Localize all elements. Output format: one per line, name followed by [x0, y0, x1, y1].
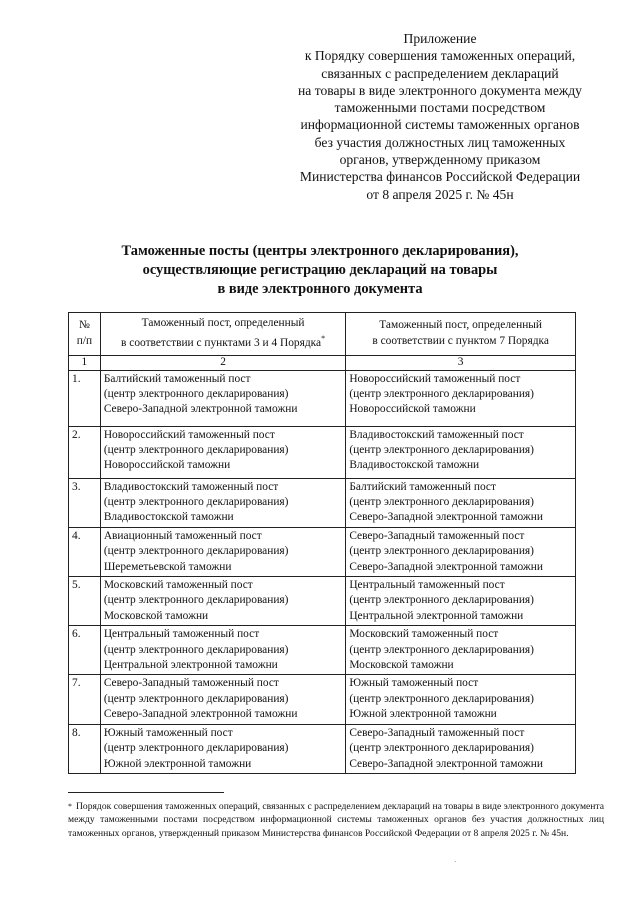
- header-col3-line: Таможенный пост, определенный: [379, 319, 543, 332]
- post-by-point-7: [346, 426, 576, 478]
- post-by-point-7: [346, 370, 576, 426]
- appendix-line: органов, утвержденному приказом: [339, 152, 541, 168]
- table-row: [69, 426, 576, 478]
- appendix-line: Министерства финансов Российской Федерации: [299, 169, 581, 185]
- row-number: 6.: [69, 626, 101, 675]
- cell-line: Новороссийской таможни: [103, 459, 231, 472]
- post-by-point-7: [346, 626, 576, 675]
- table-row: [69, 626, 576, 675]
- header-num-line: п/п: [76, 334, 93, 347]
- appendix-line: без участия должностных лиц таможенных: [314, 134, 566, 150]
- column-number: 3: [346, 355, 576, 370]
- footnote-ref: *: [321, 334, 326, 344]
- cell-line: Южный таможенный пост: [103, 726, 233, 739]
- cell-line: Центральный таможенный пост: [103, 628, 260, 641]
- cell-line: (центр электронного декларирования): [349, 643, 534, 656]
- header-col2-text: в соответствии с пунктами 3 и 4 Порядка: [121, 337, 322, 350]
- cell-line: Владивостокский таможенный пост: [349, 428, 524, 441]
- cell-line: Центральный таможенный пост: [349, 579, 505, 592]
- cell-line: Северо-Западной электронной таможни: [349, 560, 543, 573]
- title-line: осуществляющие регистрацию деклараций на товары: [142, 262, 498, 278]
- cell-line: Владивостокской таможни: [103, 511, 234, 524]
- table-row: [69, 577, 576, 626]
- post-by-point-7: [346, 577, 576, 626]
- cell-line: (центр электронного декларирования): [349, 388, 534, 401]
- row-number: 1.: [69, 370, 101, 426]
- cell-line: Северо-Западной электронной таможни: [349, 757, 543, 770]
- cell-line: Центральной электронной таможни: [103, 659, 278, 672]
- post-by-points-3-4: [100, 724, 346, 773]
- table-row: [69, 724, 576, 773]
- footnote-divider: [68, 792, 224, 793]
- cell-line: (центр электронного декларирования): [103, 692, 289, 705]
- row-number: 4.: [69, 527, 101, 576]
- cell-line: Северо-Западный таможенный пост: [349, 726, 525, 739]
- cell-line: Центральной электронной таможни: [349, 609, 524, 622]
- document-title: [60, 242, 580, 299]
- customs-posts-table: [68, 312, 576, 774]
- post-by-points-3-4: [100, 577, 346, 626]
- cell-line: Новороссийский таможенный пост: [103, 428, 275, 441]
- table-row: [69, 675, 576, 724]
- cell-line: Авиационный таможенный пост: [103, 529, 262, 542]
- cell-line: Балтийский таможенный пост: [103, 372, 251, 385]
- column-number: 2: [100, 355, 346, 370]
- cell-line: (центр электронного декларирования): [349, 742, 534, 755]
- header-col2: [100, 313, 346, 356]
- cell-line: Владивостокский таможенный пост: [103, 480, 279, 493]
- header-col2-line: Таможенный пост, определенный: [141, 317, 305, 329]
- post-by-points-3-4: [100, 478, 346, 527]
- header-num-line: №: [78, 319, 90, 332]
- table-row: [69, 370, 576, 426]
- cell-line: (центр электронного декларирования): [103, 643, 289, 656]
- cell-line: (центр электронного декларирования): [103, 388, 289, 401]
- cell-line: (центр электронного декларирования): [349, 496, 534, 509]
- post-by-point-7: [346, 478, 576, 527]
- table-body: [69, 370, 576, 773]
- appendix-line: таможенными постами посредством: [334, 100, 546, 116]
- cell-line: Северо-Западный таможенный пост: [103, 677, 279, 690]
- column-number-row: [69, 355, 576, 370]
- post-by-points-3-4: [100, 426, 346, 478]
- cell-line: Северо-Западный таможенный пост: [349, 529, 525, 542]
- cell-line: (центр электронного декларирования): [103, 742, 289, 755]
- cell-line: (центр электронного декларирования): [103, 496, 289, 509]
- cell-line: Владивостокской таможни: [349, 459, 480, 472]
- appendix-line: информационной системы таможенных органов: [300, 117, 580, 133]
- cell-line: Московской таможни: [349, 659, 454, 672]
- cell-line: Московский таможенный пост: [349, 628, 499, 641]
- cell-line: Северо-Западной электронной таможни: [103, 708, 298, 721]
- post-by-point-7: [346, 527, 576, 576]
- cell-line: Северо-Западной электронной таможни: [103, 403, 298, 416]
- cell-line: (центр электронного декларирования): [349, 444, 534, 457]
- cell-line: Северо-Западной электронной таможни: [349, 511, 543, 524]
- cell-line: Южной электронной таможни: [103, 757, 252, 770]
- post-by-point-7: [346, 675, 576, 724]
- header-col3-line: в соответствии с пунктом 7 Порядка: [372, 334, 549, 347]
- appendix-line: связанных с распределением деклараций: [321, 65, 559, 81]
- header-num: [69, 313, 101, 356]
- post-by-points-3-4: [100, 370, 346, 426]
- scan-speck: ·: [454, 858, 457, 866]
- title-line: Таможенные посты (центры электронного декларирования),: [121, 243, 519, 259]
- cell-line: (центр электронного декларирования): [349, 692, 534, 705]
- cell-line: Новороссийской таможни: [349, 403, 476, 416]
- appendix-block: [270, 30, 610, 203]
- column-number: 1: [69, 355, 101, 370]
- cell-line: (центр электронного декларирования): [103, 594, 289, 607]
- cell-line: Балтийский таможенный пост: [349, 480, 496, 493]
- post-by-point-7: [346, 724, 576, 773]
- cell-line: Новороссийский таможенный пост: [349, 372, 521, 385]
- footnote: [68, 800, 604, 840]
- cell-line: (центр электронного декларирования): [103, 444, 289, 457]
- header-col2-line: [103, 331, 344, 351]
- appendix-line: Приложение: [403, 31, 477, 46]
- cell-line: Южной электронной таможни: [349, 708, 497, 721]
- cell-line: Южный таможенный пост: [349, 677, 479, 690]
- table-row: [69, 478, 576, 527]
- appendix-line: от 8 апреля 2025 г. № 45н: [366, 186, 514, 202]
- row-number: 5.: [69, 577, 101, 626]
- row-number: 3.: [69, 478, 101, 527]
- post-by-points-3-4: [100, 626, 346, 675]
- cell-line: (центр электронного декларирования): [103, 545, 289, 558]
- header-col3: [346, 313, 576, 356]
- row-number: 7.: [69, 675, 101, 724]
- cell-line: Шереметьевской таможни: [103, 560, 232, 573]
- cell-line: (центр электронного декларирования): [349, 594, 534, 607]
- post-by-points-3-4: [100, 675, 346, 724]
- row-number: 8.: [69, 724, 101, 773]
- cell-line: Московский таможенный пост: [103, 579, 253, 592]
- table-header-row: [69, 313, 576, 356]
- footnote-text: Порядок совершения таможенных операций, связанных с распределением деклараций на товары в виде электронного документа между таможенными постами посредством информационной системы таможенных органов без участия должностных лиц таможенных органов, утвержденный приказом Министерства финансов Российской Федерации от 8 апреля 2025 г. № 45н.: [68, 801, 604, 839]
- title-line: в виде электронного документа: [217, 281, 423, 297]
- cell-line: Московской таможни: [103, 609, 209, 622]
- post-by-points-3-4: [100, 527, 346, 576]
- appendix-line: к Порядку совершения таможенных операций,: [304, 48, 576, 64]
- cell-line: (центр электронного декларирования): [349, 545, 534, 558]
- row-number: 2.: [69, 426, 101, 478]
- table-row: [69, 527, 576, 576]
- appendix-line: на товары в виде электронного документа между: [298, 82, 582, 98]
- footnote-mark: *: [68, 802, 72, 811]
